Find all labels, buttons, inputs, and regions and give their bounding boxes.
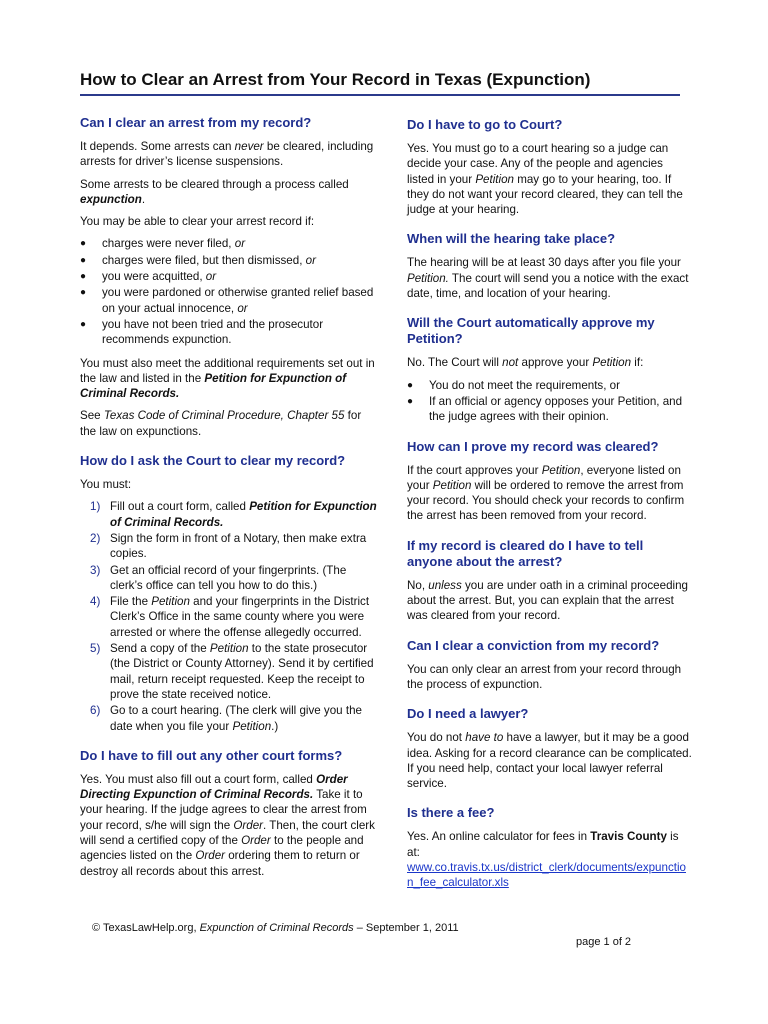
section-clear-arrest xyxy=(80,115,380,439)
right-column xyxy=(407,115,692,905)
section-lawyer xyxy=(407,706,692,791)
section-heading: Do I need a lawyer? xyxy=(407,706,529,722)
denial-reasons-list xyxy=(407,378,692,425)
bullet-icon: ● xyxy=(80,238,87,250)
list-item: ● charges were never filed, or xyxy=(80,237,246,251)
list-item: ● you were pardoned or otherwise granted relief based on your actual innocence, or xyxy=(80,286,374,315)
list-item: 4) File the Petition and your fingerprints in the District Clerk’s Office in the same county where you were arrested or where the offense allegedly occurred. xyxy=(90,595,370,639)
page-number: page 1 of 2 xyxy=(576,936,632,948)
section-heading: Is there a fee? xyxy=(407,805,495,821)
section-fee xyxy=(407,805,692,890)
paragraph: You must also meet the additional requirements set out in the law and listed in the Petition for Expunction of Criminal Records. xyxy=(80,356,375,401)
paragraph: Yes. An online calculator for fees in Travis County is at: www.co.travis.tx.us/district_clerk/documents/expunction_fee_calculator.xls xyxy=(407,830,686,890)
list-item: 5) Send a copy of the Petition to the state prosecutor (the District or County Attorney). Send it by certified mail, return receipt requested. Keep the receipt to prove the state received notice. xyxy=(90,642,374,701)
page-title: How to Clear an Arrest from Your Record in Texas (Expunction) xyxy=(80,70,680,96)
paragraph: No. The Court will not approve your Petition if: xyxy=(407,356,644,370)
section-heading: How can I prove my record was cleared? xyxy=(407,438,659,454)
section-heading: Do I have to fill out any other court forms? xyxy=(80,747,343,763)
section-other-forms xyxy=(80,748,380,879)
fee-calculator-link[interactable]: www.co.travis.tx.us/district_clerk/documents/expunction_fee_calculator.xls xyxy=(407,861,686,890)
steps-list xyxy=(80,499,380,733)
bullet-icon: ● xyxy=(407,395,414,407)
list-item: 1) Fill out a court form, called Petition for Expunction of Criminal Records. xyxy=(90,500,377,529)
section-prove-cleared xyxy=(407,439,692,524)
list-item: 2) Sign the form in front of a Notary, then make extra copies. xyxy=(90,531,367,561)
section-heading: Can I clear a conviction from my record? xyxy=(407,637,660,653)
section-heading: If my record is cleared do I have to tell anyone about the arrest? xyxy=(407,537,644,569)
section-hearing-time xyxy=(407,231,692,301)
bullet-icon: ● xyxy=(80,318,87,330)
paragraph: Yes. You must also fill out a court form, called Order Directing Expunction of Criminal Records. Take it to your hearing. If the judge agrees to clear the arrest from your record, s/he will sign the Order. Then, the court clerk will send a certified copy of the Order to the people and agencies listed on the Order ordering them to return or destroy all records about this arrest. xyxy=(80,772,375,878)
list-item: ● charges were filed, but then dismissed, or xyxy=(80,253,316,267)
section-heading: Will the Court automatically approve my Petition? xyxy=(407,315,655,347)
list-item: ● you have not been tried and the prosecutor recommends expunction. xyxy=(80,317,324,347)
section-ask-court xyxy=(80,453,380,734)
paragraph: The hearing will be at least 30 days after you file your Petition. The court will send you a notice with the exact date, time, and location of your hearing. xyxy=(407,256,689,301)
paragraph: You may be able to clear your arrest record if: xyxy=(80,215,315,229)
section-heading: Can I clear an arrest from my record? xyxy=(80,115,312,130)
paragraph: Yes. You must go to a court hearing so a judge can decide your case. Any of the people and agencies listed in your Petition may go to your hearing, too. If they do not want your record cleared, they can tell the judge at your hearing. xyxy=(407,142,683,217)
section-heading: When will the hearing take place? xyxy=(407,231,616,247)
bullet-icon: ● xyxy=(80,254,87,266)
paragraph: You do not have to have a lawyer, but it may be a good idea. Asking for a record clearance can be complicated. If you need help, contact your local lawyer referral service. xyxy=(407,731,692,791)
list-item: ● If an official or agency opposes your Petition, and the judge agrees with their opinion. xyxy=(407,394,683,424)
paragraph: You can only clear an arrest from your record through the process of expunction. xyxy=(407,662,682,691)
section-auto-approve xyxy=(407,315,692,424)
left-column xyxy=(80,115,380,893)
bullet-icon: ● xyxy=(407,379,414,391)
section-go-to-court xyxy=(407,117,692,217)
section-tell-anyone xyxy=(407,538,692,624)
section-heading: How do I ask the Court to clear my record? xyxy=(80,453,346,469)
list-item: ● you were acquitted, or xyxy=(80,270,217,284)
list-item: ● You do not meet the requirements, or xyxy=(407,378,620,392)
eligibility-list xyxy=(80,236,380,347)
paragraph: If the court approves your Petition, everyone listed on your Petition will be ordered to remove the arrest from your record. You should check your records to confirm the arrest has been removed from your record. xyxy=(407,463,685,523)
section-conviction xyxy=(407,638,692,693)
bullet-icon: ● xyxy=(80,287,87,299)
paragraph: It depends. Some arrests can never be cleared, including arrests for driver’s license suspensions. xyxy=(80,140,374,169)
paragraph: Some arrests to be cleared through a process called expunction. xyxy=(80,177,349,206)
paragraph: You must: xyxy=(80,478,132,492)
list-item: 6) Go to a court hearing. (The clerk will give you the date when you file your Petition.) xyxy=(90,704,362,733)
paragraph: See Texas Code of Criminal Procedure, Chapter 55 for the law on expunctions. xyxy=(80,409,362,438)
bullet-icon: ● xyxy=(80,271,87,283)
footer-credit: © TexasLawHelp.org, Expunction of Criminal Records – September 1, 2011 xyxy=(92,922,459,934)
paragraph: No, unless you are under oath in a criminal proceeding about the arrest. But, you can explain that the arrest was cleared from your record. xyxy=(407,578,688,623)
section-heading: Do I have to go to Court? xyxy=(407,117,563,132)
list-item: 3) Get an official record of your fingerprints. (The clerk’s office can tell you how to do this.) xyxy=(90,563,347,592)
